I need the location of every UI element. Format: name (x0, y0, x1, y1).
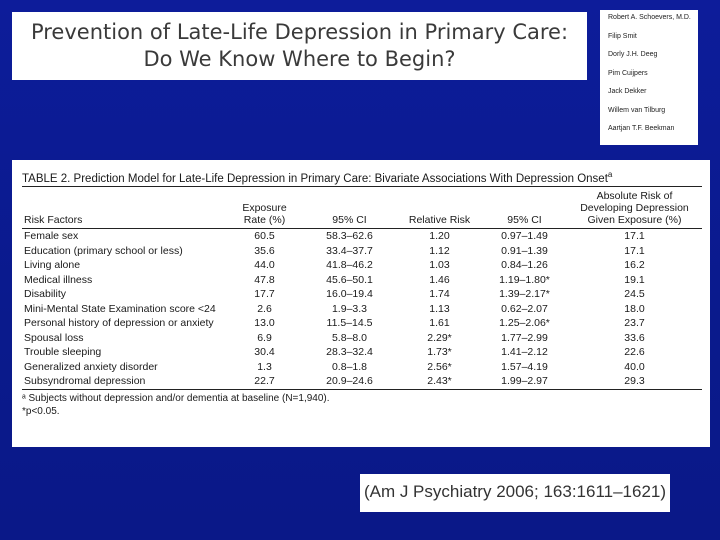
cell-ci-2: 0.84–1.26 (501, 259, 548, 271)
cell-exposure-rate: 2.6 (257, 302, 272, 315)
cell-risk-factor: Female sex (24, 230, 79, 242)
cell-absolute-risk: 33.6 (624, 331, 645, 344)
footnote-p: *p<0.05. (22, 405, 60, 417)
table-row (22, 374, 702, 389)
cell-risk-factor: Trouble sleeping (24, 346, 102, 358)
cell-ci-2: 1.25–2.06* (499, 317, 550, 329)
table-row (22, 360, 702, 375)
slide-title-line-1: Prevention of Late-Life Depression in Primary Care: (30, 20, 569, 44)
cell-ci-1: 20.9–24.6 (326, 375, 373, 387)
header-risk-factors: Risk Factors (24, 214, 83, 226)
cell-risk-factor: Medical illness (24, 273, 93, 286)
cell-relative-risk: 1.12 (429, 244, 450, 257)
cell-ci-2: 1.39–2.17* (499, 288, 550, 300)
cell-ci-1: 45.6–50.1 (326, 273, 373, 286)
author-name: Aartjan T.F. Beekman (608, 125, 675, 132)
cell-exposure-rate: 13.0 (254, 317, 275, 329)
footnote-a: ᵃ Subjects without depression and/or dementia at baseline (N=1,940). (22, 392, 330, 404)
cell-ci-2: 1.99–2.97 (501, 375, 548, 387)
table-row (22, 316, 702, 331)
cell-absolute-risk: 40.0 (624, 360, 645, 373)
cell-ci-2: 1.19–1.80* (499, 273, 550, 286)
table-row (22, 258, 702, 273)
table-row (22, 229, 702, 244)
slide-title-box (12, 12, 587, 80)
table-caption: TABLE 2. Prediction Model for Late-Life Depression in Primary Care: Bivariate Associations With Depression Onset$^a$ (22, 170, 613, 185)
author-name: Jack Dekker (608, 88, 647, 95)
cell-ci-1: 0.8–1.8 (331, 360, 368, 373)
citation: (Am J Psychiatry 2006; 163:1611–1621) (360, 474, 670, 512)
cell-ci-2: 1.41–2.12 (501, 346, 548, 358)
cell-exposure-rate: 60.5 (254, 230, 275, 242)
cell-risk-factor: Subsyndromal depression (24, 375, 146, 387)
table-footnotes (22, 392, 702, 418)
cell-absolute-risk: 17.1 (624, 244, 645, 257)
cell-relative-risk: 1.73* (427, 346, 452, 358)
cell-exposure-rate: 30.4 (254, 346, 275, 358)
table-row (22, 345, 702, 360)
cell-relative-risk: 2.43* (427, 375, 452, 387)
cell-relative-risk: 2.56* (427, 360, 452, 373)
author-name: Willem van Tilburg (608, 106, 666, 114)
cell-absolute-risk: 24.5 (624, 288, 645, 300)
author-name: Filip Smit (608, 32, 637, 40)
cell-risk-factor: Disability (24, 288, 67, 300)
header-relative-risk: Relative Risk (408, 214, 471, 226)
slide-title-line-2: Do We Know Where to Begin? (143, 47, 456, 71)
cell-exposure-rate: 6.9 (257, 331, 272, 344)
table-header-row (22, 187, 702, 229)
cell-relative-risk: 1.74 (429, 288, 450, 300)
cell-ci-1: 33.4–37.7 (326, 244, 373, 257)
cell-absolute-risk: 17.1 (624, 230, 645, 242)
cell-ci-2: 1.57–4.19 (501, 360, 548, 373)
cell-exposure-rate: 35.6 (254, 244, 275, 257)
cell-relative-risk: 1.61 (429, 317, 450, 329)
cell-relative-risk: 1.20 (429, 230, 450, 242)
header-ci-1: 95% CI (332, 214, 367, 226)
table-body (22, 229, 702, 390)
table-row (22, 244, 702, 259)
cell-risk-factor: Living alone (24, 259, 81, 271)
cell-ci-2: 0.97–1.49 (501, 230, 548, 242)
caption-footnote-marker: a (607, 170, 613, 179)
table-row (22, 331, 702, 346)
cell-ci-2: 0.91–1.39 (501, 244, 548, 257)
cell-exposure-rate: 17.7 (254, 288, 275, 300)
cell-absolute-risk: 18.0 (624, 302, 645, 315)
cell-risk-factor: Generalized anxiety disorder (24, 360, 158, 373)
cell-risk-factor: Personal history of depression or anxiety (24, 317, 214, 329)
cell-exposure-rate: 47.8 (254, 273, 275, 286)
table-panel (12, 160, 710, 447)
cell-absolute-risk: 29.3 (624, 375, 645, 387)
cell-ci-1: 5.8–8.0 (331, 331, 368, 344)
cell-absolute-risk: 23.7 (624, 317, 645, 329)
header-exposure-rate: Exposure Rate (%) (242, 202, 287, 226)
header-ci-2: 95% CI (507, 214, 542, 226)
cell-relative-risk: 1.03 (429, 259, 450, 271)
cell-risk-factor: Education (primary school or less) (24, 244, 183, 257)
table-row (22, 287, 702, 302)
cell-ci-2: 0.62–2.07 (501, 302, 548, 315)
author-name: Robert A. Schoevers, M.D. (608, 14, 691, 21)
cell-absolute-risk: 19.1 (624, 273, 645, 286)
cell-risk-factor: Mini-Mental State Examination score <24 (24, 302, 216, 315)
table-row (22, 273, 702, 288)
cell-relative-risk: 2.29* (427, 331, 452, 344)
header-absolute-risk: Absolute Risk of Developing Depression Given Exposure (%) (580, 190, 689, 226)
cell-ci-1: 11.5–14.5 (326, 317, 373, 329)
cell-ci-1: 28.3–32.4 (326, 346, 373, 358)
cell-ci-1: 58.3–62.6 (326, 230, 373, 242)
authors-list (600, 10, 698, 145)
author-name: Pim Cuijpers (608, 69, 648, 77)
cell-ci-1: 16.0–19.4 (326, 288, 373, 300)
cell-exposure-rate: 1.3 (257, 360, 272, 373)
cell-absolute-risk: 22.6 (624, 346, 645, 358)
cell-ci-2: 1.77–2.99 (501, 331, 548, 344)
cell-ci-1: 41.8–46.2 (326, 259, 373, 271)
author-name: Dorly J.H. Deeg (608, 51, 658, 58)
cell-risk-factor: Spousal loss (24, 331, 84, 344)
cell-ci-1: 1.9–3.3 (331, 302, 368, 315)
cell-exposure-rate: 22.7 (254, 375, 275, 387)
prediction-model-table (22, 187, 702, 390)
cell-relative-risk: 1.46 (429, 273, 450, 286)
cell-relative-risk: 1.13 (429, 302, 450, 315)
cell-absolute-risk: 16.2 (624, 259, 645, 271)
table-row (22, 302, 702, 317)
cell-exposure-rate: 44.0 (254, 259, 275, 271)
